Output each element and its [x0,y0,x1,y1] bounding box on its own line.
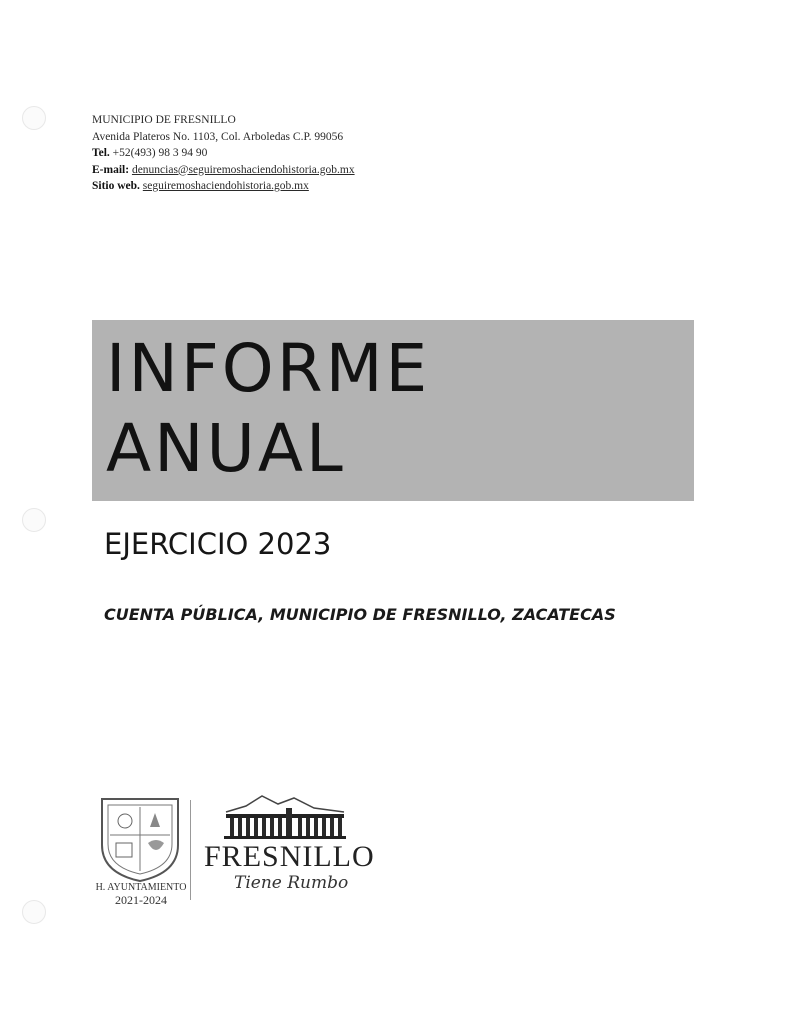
punch-hole-bottom [22,900,46,924]
subtitle: CUENTA PÚBLICA, MUNICIPIO DE FRESNILLO, ZACATECAS [104,605,616,624]
fresnillo-skyline-icon [222,792,348,840]
website-line [92,178,355,195]
email-label: E-mail: [92,163,130,176]
fiscal-year-heading: EJERCICIO 2023 [104,527,332,561]
org-name: MUNICIPIO DE FRESNILLO [92,114,236,126]
title-line-2: ANUAL [106,410,346,487]
brand-wordmark: FRESNILLO [204,840,375,873]
email-line [92,162,355,179]
ayuntamiento-label: H. AYUNTAMIENTO [95,882,187,893]
letterhead [92,112,355,195]
email-link[interactable]: denuncias@seguiremoshaciendohistoria.gob.mx [131,163,355,176]
punch-hole-top [22,106,46,130]
phone-value: +52(493) 98 3 94 90 [112,147,208,159]
website-label: Sitio web. [92,180,140,192]
brand-tagline: Tiene Rumbo [234,873,349,893]
address: Avenida Plateros No. 1103, Col. Arboledas C.P. 99056 [92,130,344,143]
punch-hole-middle [22,508,46,532]
phone-label: Tel. [92,147,110,159]
logo-divider [190,800,191,900]
municipal-seal-icon [96,793,184,883]
website-link[interactable]: seguiremoshaciendohistoria.gob.mx [142,180,309,192]
title-line-1: INFORME [106,330,431,407]
administration-years: 2021-2024 [115,893,167,907]
title-banner [92,320,694,501]
phone-line [92,145,355,162]
ayuntamiento-caption [82,882,200,906]
